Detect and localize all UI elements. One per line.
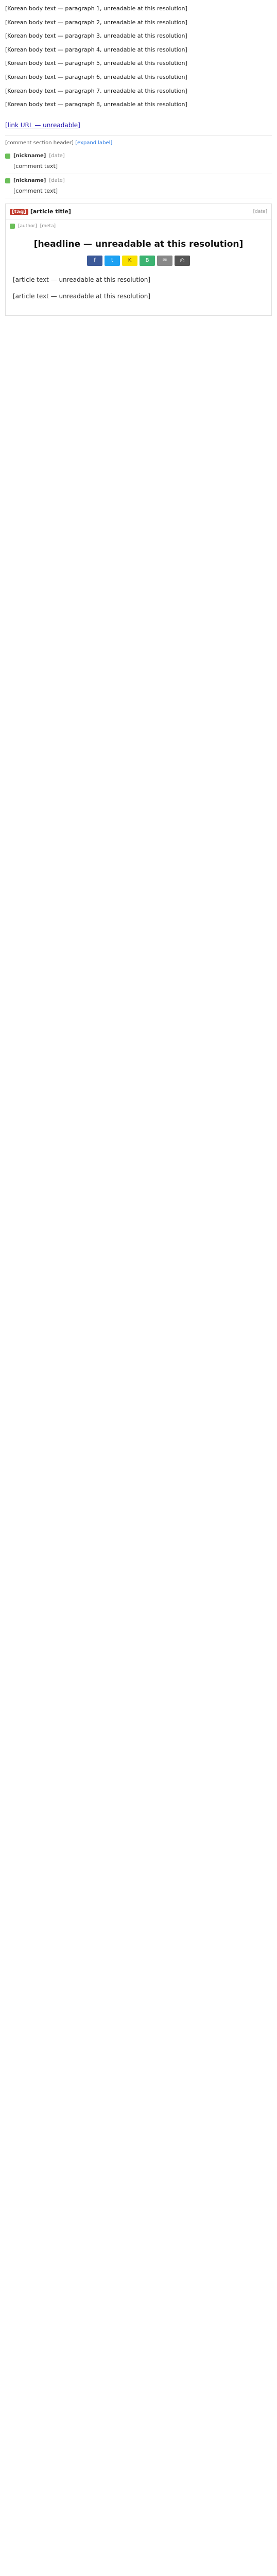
share-button[interactable]: ⎙ [175, 256, 190, 266]
user-level-icon [5, 154, 10, 159]
body-paragraph: [Korean body text — paragraph 7, unreadable at this resolution] [5, 87, 187, 94]
body-paragraph: [Korean body text — paragraph 6, unreadable at this resolution] [5, 73, 187, 80]
comment-date: [date] [49, 152, 65, 159]
comment-header [5, 139, 272, 147]
comment-date: [date] [49, 177, 65, 183]
share-button[interactable]: t [105, 256, 120, 266]
card-tag: [tag] [10, 209, 28, 215]
body-paragraph: [Korean body text — paragraph 8, unreadable at this resolution] [5, 101, 187, 108]
page-root [0, 0, 277, 316]
article-paragraph: [article text — unreadable at this resolution] [13, 292, 151, 300]
comment-meta [5, 177, 272, 185]
share-button[interactable]: K [122, 256, 137, 266]
comment-text: [comment text] [13, 162, 58, 170]
comment-nickname[interactable]: [nickname] [13, 152, 46, 159]
source-link[interactable]: [link URL — unreadable] [5, 121, 80, 129]
user-level-icon [5, 178, 10, 183]
share-button[interactable]: B [140, 256, 155, 266]
embedded-article-card [5, 204, 272, 316]
card-date: [date] [253, 209, 267, 214]
share-button[interactable]: ✉ [157, 256, 172, 266]
author-level-icon [10, 224, 15, 229]
article-paragraph: [article text — unreadable at this resolution] [13, 276, 151, 284]
share-bar [6, 256, 271, 266]
comment-header-label: [comment section header] [5, 140, 74, 146]
body-paragraph: [Korean body text — paragraph 3, unreadable at this resolution] [5, 32, 187, 40]
comment-item [5, 149, 272, 174]
comment-item [5, 174, 272, 199]
comment-text: [comment text] [13, 187, 58, 194]
card-author[interactable]: [author] [18, 224, 37, 229]
article-headline: [headline — unreadable at this resolution] [33, 239, 244, 249]
body-paragraph: [Korean body text — paragraph 4, unreadable at this resolution] [5, 46, 187, 53]
share-button[interactable]: f [87, 256, 102, 266]
card-header [6, 204, 271, 220]
comment-expand-button[interactable]: [expand label] [75, 140, 113, 146]
body-paragraph: [Korean body text — paragraph 2, unreadable at this resolution] [5, 19, 187, 26]
card-sub-meta: [meta] [40, 224, 56, 229]
divider [5, 135, 272, 136]
comment-meta [5, 152, 272, 160]
post-body [5, 4, 272, 109]
card-subheader [6, 220, 271, 232]
body-paragraph: [Korean body text — paragraph 1, unreadable at this resolution] [5, 5, 187, 12]
article-body [6, 272, 271, 315]
comment-nickname[interactable]: [nickname] [13, 177, 46, 183]
body-paragraph: [Korean body text — paragraph 5, unreadable at this resolution] [5, 60, 187, 67]
card-title-text: [article title] [30, 208, 71, 215]
card-title[interactable] [10, 207, 71, 216]
